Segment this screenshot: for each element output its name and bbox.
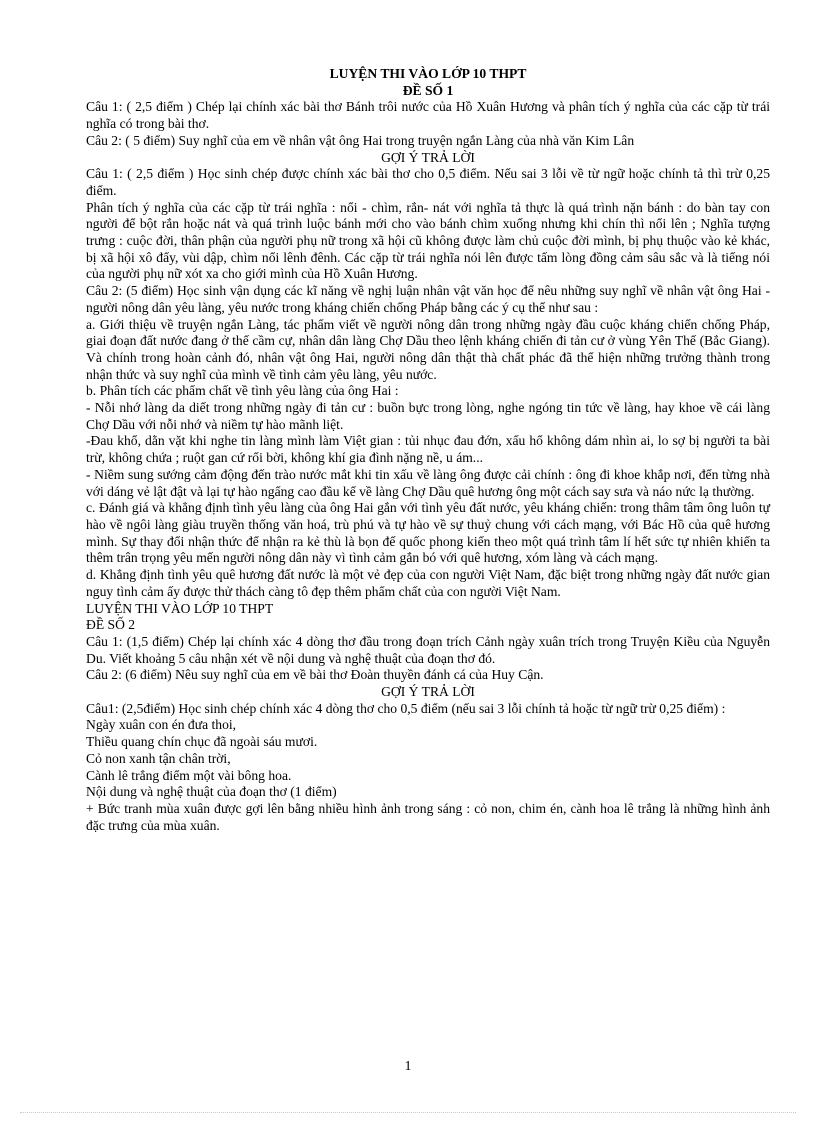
answer-2-b2: -Đau khổ, dằn vặt khi nghe tin làng mình làm Việt gian : tủi nhục đau đớn, xấu hổ không dám nhìn ai, lo sợ bị người ta bài trừ, không chứa ; ruột gan cứ rối bời, không khí gia đình nặng nề, u ám... (86, 433, 770, 466)
page-number: 1 (404, 1059, 412, 1074)
content-point: + Bức tranh mùa xuân được gợi lên bằng nhiều hình ảnh trong sáng : cỏ non, chim én, cành hoa lê trắng là những hình ảnh đặc trưng của mùa xuân. (86, 800, 770, 833)
document-title: LUYỆN THI VÀO LỚP 10 THPT (329, 66, 527, 81)
answer-2-d: d. Khẳng định tình yêu quê hương đất nước là một vẻ đẹp của con người Việt Nam, đặc biệt trong những ngày đất nước gian nguy tình cảm ấy được thử thách càng tô đẹp thêm phẩm chất của con người Việt Nam. (86, 567, 770, 599)
answer-2-b: b. Phân tích các phẩm chất về tình yêu làng của ông Hai : (86, 383, 399, 399)
question-2-2: Câu 2: (6 điểm) Nêu suy nghĩ của em về bài thơ Đoàn thuyền đánh cá của Huy Cận. (86, 667, 544, 683)
answer-2-a: a. Giới thiệu về truyện ngắn Làng, tác phẩm viết về người nông dân trong những ngày đầu cuộc kháng chiến chống Pháp, giai đoạn đất nước đang ở thế cầm cự, nhân dân làng Chợ Dầu theo lệnh kháng chiến đi tản cư ở vùng Yên Thế (Bắc Giang). Và chính trong hoàn cảnh đó, nhân vật ông Hai, người nông dân thật thà chất phác đã thể hiện những trưởng thành trong nhận thức và suy nghĩ của mình về tình cảm yêu làng, yêu nước. (86, 316, 770, 382)
document-page (86, 66, 770, 834)
poem-line: Cành lê trắng điểm một vài bông hoa. (86, 767, 292, 783)
exam-heading-2: ĐỀ SỐ 2 (86, 617, 136, 633)
exam-heading-1: ĐỀ SỐ 1 (402, 82, 454, 98)
answer-2-b3: - Niềm sung sướng cảm động đến trào nước mắt khi tin xấu về làng ông được cải chính : ông đi khoe khắp nơi, đến từng nhà với dáng vẻ lật đật và lại tự hào ngẩng cao đầu kể về làng Chợ Dầu quê hương ông một cách say sưa và náo nức lạ thường. (86, 466, 770, 499)
poem-line: Thiều quang chín chục đã ngoài sáu mươi. (86, 734, 318, 750)
answer-heading-1: GỢI Ý TRẢ LỜI (381, 149, 475, 165)
answer-2-b1: - Nỗi nhớ làng da diết trong những ngày đi tản cư : buồn bực trong lòng, nghe ngóng tin tức về làng, hay khoe về cái làng Chợ Dầu với nỗi nhớ và niềm tự hào mãnh liệt. (86, 400, 770, 432)
question-2: Câu 2: ( 5 điểm) Suy nghĩ của em về nhân vật ông Hai trong truyện ngắn Làng của nhà văn Kim Lân (86, 132, 635, 148)
content-heading: Nội dung và nghệ thuật của đoạn thơ (1 điểm) (86, 784, 337, 800)
answer-2-c: c. Đánh giá và khẳng định tình yêu làng của ông Hai gắn với tình yêu đất nước, yêu kháng chiến: trong thâm tâm ông luôn tự hào về ngôi làng giàu truyền thống văn hoá, trù phú và tự hào về sự thuỷ chung với cách mạng, với Bác Hồ của quê hương mình. Sự thay đổi nhận thức để nhận ra kẻ thù là bọn đế quốc phong kiến theo một quá trình tâm lí hết sức tự nhiên khiến ta thêm trân trọng yêu mến người nông dân này vì tình cảm gắn bó với quê hương, xóm làng và cách mạng. (86, 500, 770, 566)
poem-line: Ngày xuân con én đưa thoi, (86, 717, 237, 733)
answer-2: Câu 2: (5 điểm) Học sinh vận dụng các kĩ năng về nghị luận nhân vật văn học để nêu những suy nghĩ về nhân vật ông Hai - người nông dân yêu làng, yêu nước trong kháng chiến chống Pháp bằng các ý cụ thể như sau : (86, 283, 770, 315)
answer-2-1: Câu1: (2,5điểm) Học sinh chép chính xác 4 dòng thơ cho 0,5 điểm (nếu sai 3 lỗi chính tả hoặc từ ngữ trừ 0,25 điểm) : (86, 700, 726, 716)
question-2-1: Câu 1: (1,5 điểm) Chép lại chính xác 4 dòng thơ đầu trong đoạn trích Cảnh ngày xuân trích trong Truyện Kiều của Nguyễn Du. Viết khoảng 5 câu nhận xét về nội dung và nghệ thuật của đoạn thơ đó. (86, 633, 770, 666)
page-bottom-divider (20, 1112, 796, 1113)
document-title-2: LUYỆN THI VÀO LỚP 10 THPT (86, 600, 274, 616)
answer-1-analysis: Phân tích ý nghĩa của các cặp từ trái nghĩa : nổi - chìm, rắn- nát với nghĩa tả thực là quá trình nặn bánh : do bàn tay con người để bột rắn hoặc nát và quá trình luộc bánh mới cho vào bánh chìm xuống nhưng khi chín thì nổi lên ; Nghĩa tượng trưng : cuộc đời, thân phận của người phụ nữ trong xã hội cũ không được làm chủ cuộc đời mình, bị phụ thuộc vào kẻ khác, bị xã hội xô đẩy, vùi dập, chìm nổi lênh đênh. Các cặp từ trái nghĩa nói lên được tấm lòng đồng cảm sâu sắc và là tiếng nói của người phụ nữ xót xa cho giới mình của Hồ Xuân Hương. (86, 199, 770, 282)
answer-1: Câu 1: ( 2,5 điểm ) Học sinh chép được chính xác bài thơ cho 0,5 điểm. Nếu sai 3 lỗi về từ ngữ hoặc chính tả thì trừ 0,25 điểm. (86, 166, 770, 198)
question-1: Câu 1: ( 2,5 điểm ) Chép lại chính xác bài thơ Bánh trôi nước của Hồ Xuân Hương và phân tích ý nghĩa của các cặp từ trái nghĩa có trong bài thơ. (86, 99, 770, 132)
poem-line: Cỏ non xanh tận chân trời, (86, 750, 231, 766)
answer-heading-2: GỢI Ý TRẢ LỜI (381, 684, 475, 700)
